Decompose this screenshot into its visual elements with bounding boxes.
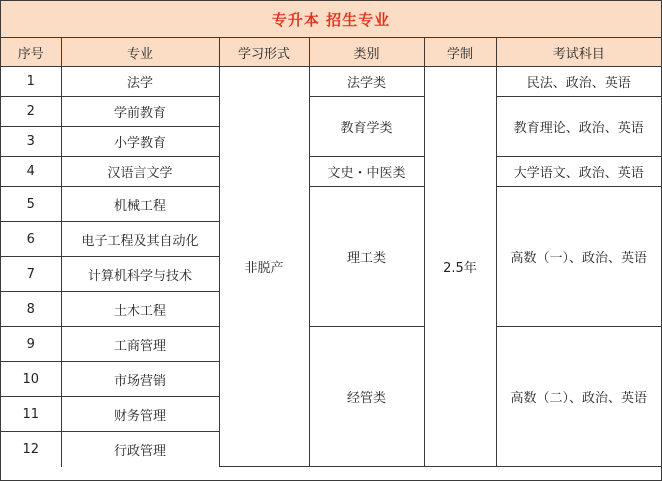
cell-major: 财务管理 [61,397,219,432]
cell-category: 法学类 [309,67,424,97]
cell-duration: 2.5年 [424,67,496,467]
cell-no: 2 [1,97,61,127]
cell-major: 小学教育 [61,127,219,157]
header-cell-duration: 学制 [424,38,496,67]
cell-subjects: 大学语文、政治、英语 [496,157,661,187]
cell-no: 8 [1,292,61,327]
cell-no: 12 [1,432,61,467]
cell-major: 法学 [61,67,219,97]
table-title: 专升本 招生专业 [1,1,661,38]
cell-major: 学前教育 [61,97,219,127]
cell-major: 电子工程及其自动化 [61,222,219,257]
cell-category: 教育学类 [309,97,424,157]
table-row [1,157,661,187]
header-cell-category: 类别 [309,38,424,67]
cell-major: 工商管理 [61,327,219,362]
cell-major: 汉语言文学 [61,157,219,187]
cell-subjects: 民法、政治、英语 [496,67,661,97]
table-row [1,327,661,362]
header-cell-no: 序号 [1,38,61,67]
cell-no: 9 [1,327,61,362]
cell-no: 11 [1,397,61,432]
cell-category: 文史・中医类 [309,157,424,187]
cell-no: 5 [1,187,61,222]
cell-no: 6 [1,222,61,257]
cell-category: 理工类 [309,187,424,327]
table-row [1,187,661,222]
cell-major: 行政管理 [61,432,219,467]
table-row [1,97,661,127]
header-cell-study-form: 学习形式 [219,38,309,67]
header-row [1,38,661,67]
cell-no: 10 [1,362,61,397]
cell-no: 3 [1,127,61,157]
cell-no: 1 [1,67,61,97]
cell-subjects: 高数（一）、政治、英语 [496,187,661,327]
header-cell-major: 专业 [61,38,219,67]
cell-study-form: 非脱产 [219,67,309,467]
cell-major: 土木工程 [61,292,219,327]
cell-major: 市场营销 [61,362,219,397]
table-row [1,67,661,97]
header-cell-subjects: 考试科目 [496,38,661,67]
cell-subjects: 教育理论、政治、英语 [496,97,661,157]
cell-no: 4 [1,157,61,187]
cell-no: 7 [1,257,61,292]
cell-category: 经管类 [309,327,424,467]
majors-table [1,38,661,467]
cell-subjects: 高数（二）、政治、英语 [496,327,661,467]
cell-major: 机械工程 [61,187,219,222]
cell-major: 计算机科学与技术 [61,257,219,292]
